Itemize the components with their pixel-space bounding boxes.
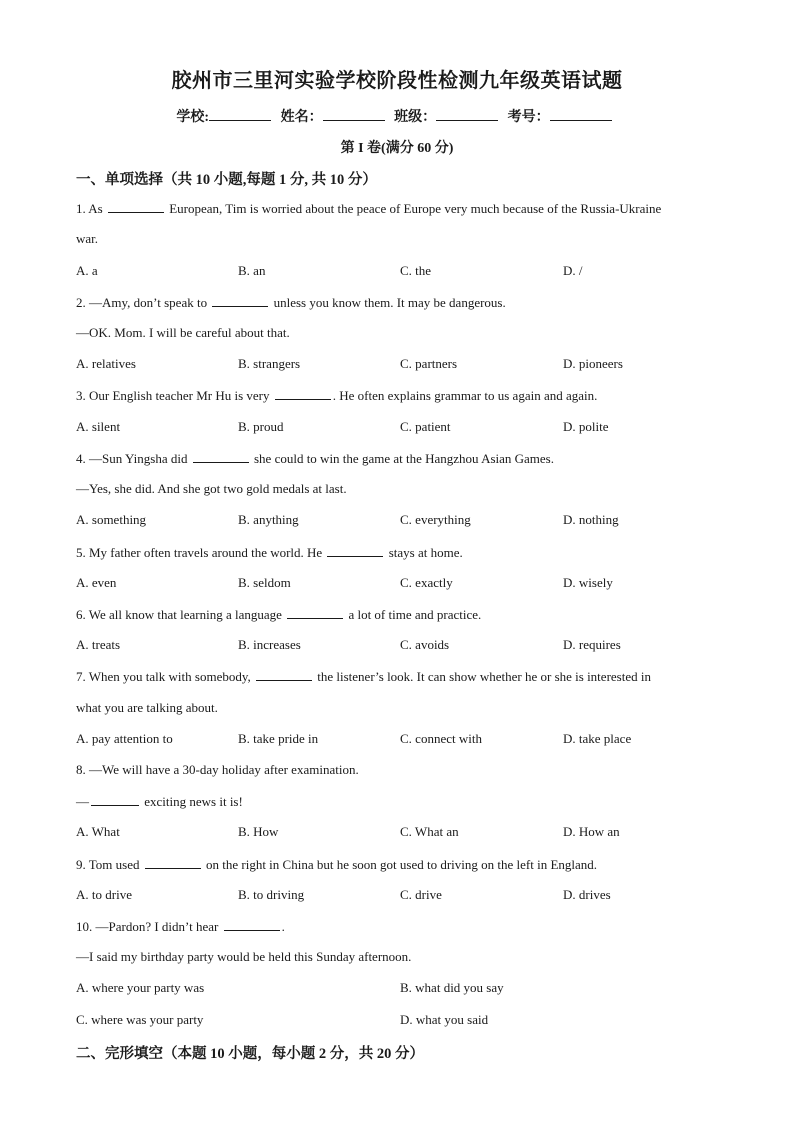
q2-option-c: C. partners bbox=[400, 356, 458, 371]
exam-number-label: 考号： bbox=[507, 110, 550, 125]
q7-option-a: A. pay attention to bbox=[76, 731, 173, 746]
question-1-continued: war. bbox=[76, 231, 99, 246]
question-text: on the right in China but he soon got used to driving on the left in England. bbox=[206, 857, 598, 872]
question-text: 2. —Amy, don’t speak to bbox=[76, 295, 208, 310]
question-4 bbox=[76, 450, 716, 467]
question-text: 10. —Pardon? I didn’t hear bbox=[76, 919, 219, 934]
class-blank[interactable] bbox=[436, 106, 498, 121]
question-text: — bbox=[76, 794, 89, 809]
paper-subtitle: 第 I 卷(满分 60 分) bbox=[340, 141, 454, 156]
question-text: unless you know them. It may be dangerous. bbox=[273, 295, 506, 310]
q6-option-a: A. treats bbox=[76, 637, 121, 652]
question-8: 8. —We will have a 30-day holiday after examination. bbox=[76, 762, 359, 777]
question-text: European, Tim is worried about the peace of Europe very much because of the Russia-Ukraine bbox=[169, 201, 662, 216]
question-text: she could to win the game at the Hangzhou Asian Games. bbox=[253, 451, 554, 466]
q3-option-a: A. silent bbox=[76, 419, 121, 434]
question-5 bbox=[76, 544, 716, 561]
answer-blank bbox=[91, 793, 139, 806]
q6-option-d: D. requires bbox=[563, 637, 621, 652]
q7-option-b: B. take pride in bbox=[238, 731, 319, 746]
answer-blank bbox=[108, 200, 164, 213]
q5-option-a: A. even bbox=[76, 575, 117, 590]
section-heading-cloze: 二、完形填空（本题 10 小题，每小题 2 分，共 20 分） bbox=[76, 1046, 424, 1062]
student-info-fields bbox=[0, 106, 794, 126]
question-text: 7. When you talk with somebody, bbox=[76, 669, 251, 684]
q10-option-a: A. where your party was bbox=[76, 980, 205, 995]
answer-blank bbox=[224, 918, 280, 931]
question-text: . bbox=[281, 919, 285, 934]
q6-option-c: C. avoids bbox=[400, 637, 450, 652]
q1-option-b: B. an bbox=[238, 263, 266, 278]
question-10 bbox=[76, 918, 716, 935]
answer-blank bbox=[145, 856, 201, 869]
q9-option-d: D. drives bbox=[563, 887, 611, 902]
name-blank[interactable] bbox=[323, 106, 385, 121]
question-1 bbox=[76, 200, 716, 217]
question-text: 3. Our English teacher Mr Hu is very bbox=[76, 388, 270, 403]
q10-option-c: C. where was your party bbox=[76, 1012, 204, 1027]
question-text: 5. My father often travels around the world. He bbox=[76, 545, 323, 560]
q4-option-b: B. anything bbox=[238, 512, 299, 527]
q4-option-a: A. something bbox=[76, 512, 147, 527]
q5-option-d: D. wisely bbox=[563, 575, 613, 590]
question-10-dialogue: —I said my birthday party would be held this Sunday afternoon. bbox=[76, 949, 412, 964]
q4-option-d: D. nothing bbox=[563, 512, 619, 527]
q7-option-d: D. take place bbox=[563, 731, 632, 746]
page-title: 胶州市三里河实验学校阶段性检测九年级英语试题 bbox=[171, 70, 623, 92]
question-6 bbox=[76, 606, 716, 623]
q4-option-c: C. everything bbox=[400, 512, 471, 527]
q9-option-c: C. drive bbox=[400, 887, 442, 902]
q2-option-a: A. relatives bbox=[76, 356, 136, 371]
question-text: the listener’s look. It can show whether he or she is interested in bbox=[317, 669, 651, 684]
question-text: stays at home. bbox=[388, 545, 463, 560]
q10-option-d: D. what you said bbox=[400, 1012, 489, 1027]
question-2 bbox=[76, 294, 716, 311]
q3-option-b: B. proud bbox=[238, 419, 284, 434]
question-text: 6. We all know that learning a language bbox=[76, 607, 282, 622]
question-text: exciting news it is! bbox=[144, 794, 243, 809]
answer-blank bbox=[275, 387, 331, 400]
q2-option-d: D. pioneers bbox=[563, 356, 623, 371]
q2-option-b: B. strangers bbox=[238, 356, 301, 371]
name-label: 姓名： bbox=[280, 110, 323, 125]
school-blank[interactable] bbox=[209, 106, 271, 121]
question-4-dialogue: —Yes, she did. And she got two gold medals at last. bbox=[76, 481, 347, 496]
q3-option-d: D. polite bbox=[563, 419, 609, 434]
q8-option-d: D. How an bbox=[563, 824, 620, 839]
answer-blank bbox=[193, 450, 249, 463]
question-7 bbox=[76, 668, 716, 685]
q9-option-a: A. to drive bbox=[76, 887, 132, 902]
q5-option-b: B. seldom bbox=[238, 575, 291, 590]
q10-option-b: B. what did you say bbox=[400, 980, 504, 995]
question-3 bbox=[76, 387, 716, 404]
q3-option-c: C. patient bbox=[400, 419, 451, 434]
question-text: 1. As bbox=[76, 201, 103, 216]
answer-blank bbox=[327, 544, 383, 557]
exam-number-blank[interactable] bbox=[550, 106, 612, 121]
q1-option-a: A. a bbox=[76, 263, 98, 278]
answer-blank bbox=[287, 606, 343, 619]
q1-option-d: D. / bbox=[563, 263, 583, 278]
question-8-dialogue bbox=[76, 793, 716, 810]
q9-option-b: B. to driving bbox=[238, 887, 305, 902]
answer-blank bbox=[256, 668, 312, 681]
q8-option-a: A. What bbox=[76, 824, 120, 839]
question-text: 9. Tom used bbox=[76, 857, 140, 872]
q5-option-c: C. exactly bbox=[400, 575, 453, 590]
q7-option-c: C. connect with bbox=[400, 731, 482, 746]
question-7-continued: what you are talking about. bbox=[76, 700, 218, 715]
question-text: a lot of time and practice. bbox=[348, 607, 482, 622]
q6-option-b: B. increases bbox=[238, 637, 301, 652]
question-text: 4. —Sun Yingsha did bbox=[76, 451, 188, 466]
q8-option-b: B. How bbox=[238, 824, 279, 839]
school-label: 学校: bbox=[176, 110, 210, 125]
q1-option-c: C. the bbox=[400, 263, 432, 278]
question-2-dialogue: —OK. Mom. I will be careful about that. bbox=[76, 325, 290, 340]
class-label: 班级： bbox=[394, 110, 437, 125]
question-9 bbox=[76, 856, 716, 873]
section-heading-single-choice: 一、单项选择（共 10 小题,每题 1 分, 共 10 分） bbox=[76, 172, 377, 188]
q8-option-c: C. What an bbox=[400, 824, 459, 839]
question-text: . He often explains grammar to us again and again. bbox=[332, 388, 598, 403]
answer-blank bbox=[212, 294, 268, 307]
